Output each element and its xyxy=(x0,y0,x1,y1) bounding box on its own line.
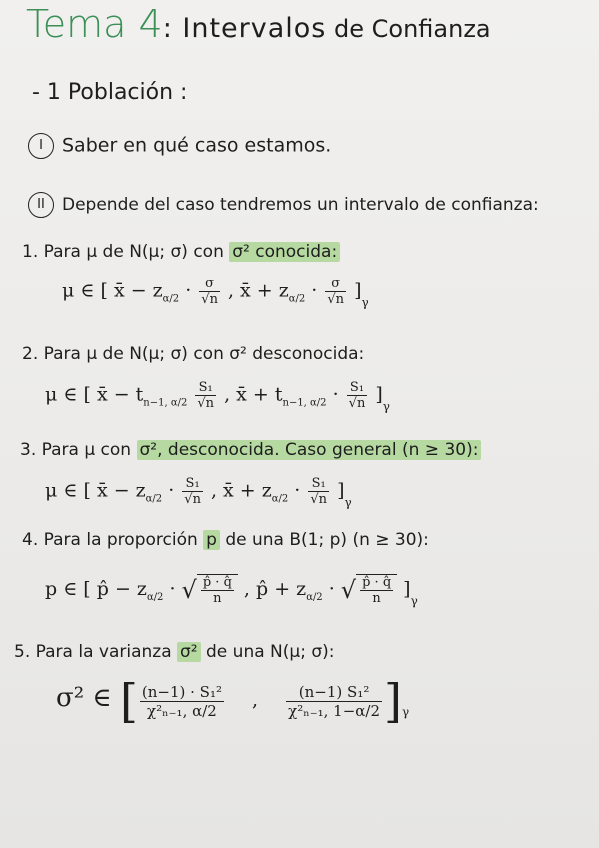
case-4-label: 4. Para la proporción p de una B(1; p) (n ≥ 30): xyxy=(22,530,429,550)
title-intervalos: : Intervalos xyxy=(162,13,327,44)
title-topic: Tema 4 xyxy=(26,2,163,46)
step-number: II xyxy=(28,192,54,218)
step-2 xyxy=(28,192,539,218)
case-5-label: 5. Para la varianza σ² de una N(μ; σ): xyxy=(14,642,335,662)
highlight: σ² xyxy=(177,642,201,662)
formula-5: σ² ∈ [ $\frac{\text{(n−1) · S₁²}}{\text{χ²ₙ₋₁, α/2}}$ , $\frac{\text{(n−1) S₁²}}{\text{χ²ₙ₋₁, 1−α/2}}$ ]$_\gamma$ xyxy=(56,674,410,728)
highlight: σ² conocida: xyxy=(229,242,340,262)
title-confianza: de Confianza xyxy=(326,15,491,43)
step-text: Depende del caso tendremos un intervalo de confianza: xyxy=(62,195,539,215)
highlight: σ², desconocida. Caso general (n ≥ 30): xyxy=(137,440,482,460)
case-3-label: 3. Para μ con σ², desconocida. Caso general (n ≥ 30): xyxy=(20,440,481,460)
formula-1: μ ∈ [ x̄ − $z_{\alpha/2}$ · $\frac{\sigma}{√n}$ , x̄ + $z_{\alpha/2}$ · $\frac{\sigma}{√n}$ ]$_\gamma$ xyxy=(62,276,369,310)
step-text: Saber en qué caso estamos. xyxy=(62,134,332,157)
case-1-label: 1. Para μ de N(μ; σ) con σ² conocida: xyxy=(22,242,340,262)
formula-3: μ ∈ [ x̄ − $z_{\alpha/2}$ · $\frac{\text{S₁}}{√n}$ , x̄ + $z_{\alpha/2}$ · $\frac{\text{S₁}}{√n}$ ]$_\gamma$ xyxy=(45,476,352,510)
section-heading: - 1 Población : xyxy=(32,80,188,105)
formula-4: p ∈ [ p̂ − $z_{\alpha/2}$ · √ $\frac{p̂ \cdot q̂}{n}$ , p̂ + $z_{\alpha/2}$ · √ $\frac{p̂ \cdot q̂}{n}$ ]$_\gamma$ xyxy=(45,575,418,608)
formula-2: μ ∈ [ x̄ − $t_{n-1, \alpha/2}$ $\frac{\text{S₁}}{√n}$ , x̄ + $t_{n-1, \alpha/2}$ · $\frac{\text{S₁}}{√n}$ ]$_\gamma$ xyxy=(45,380,390,414)
step-1 xyxy=(28,133,331,159)
page-title xyxy=(26,2,491,60)
step-number: I xyxy=(28,133,54,159)
highlight: p xyxy=(203,530,220,550)
case-2-label: 2. Para μ de N(μ; σ) con σ² desconocida: xyxy=(22,344,365,364)
